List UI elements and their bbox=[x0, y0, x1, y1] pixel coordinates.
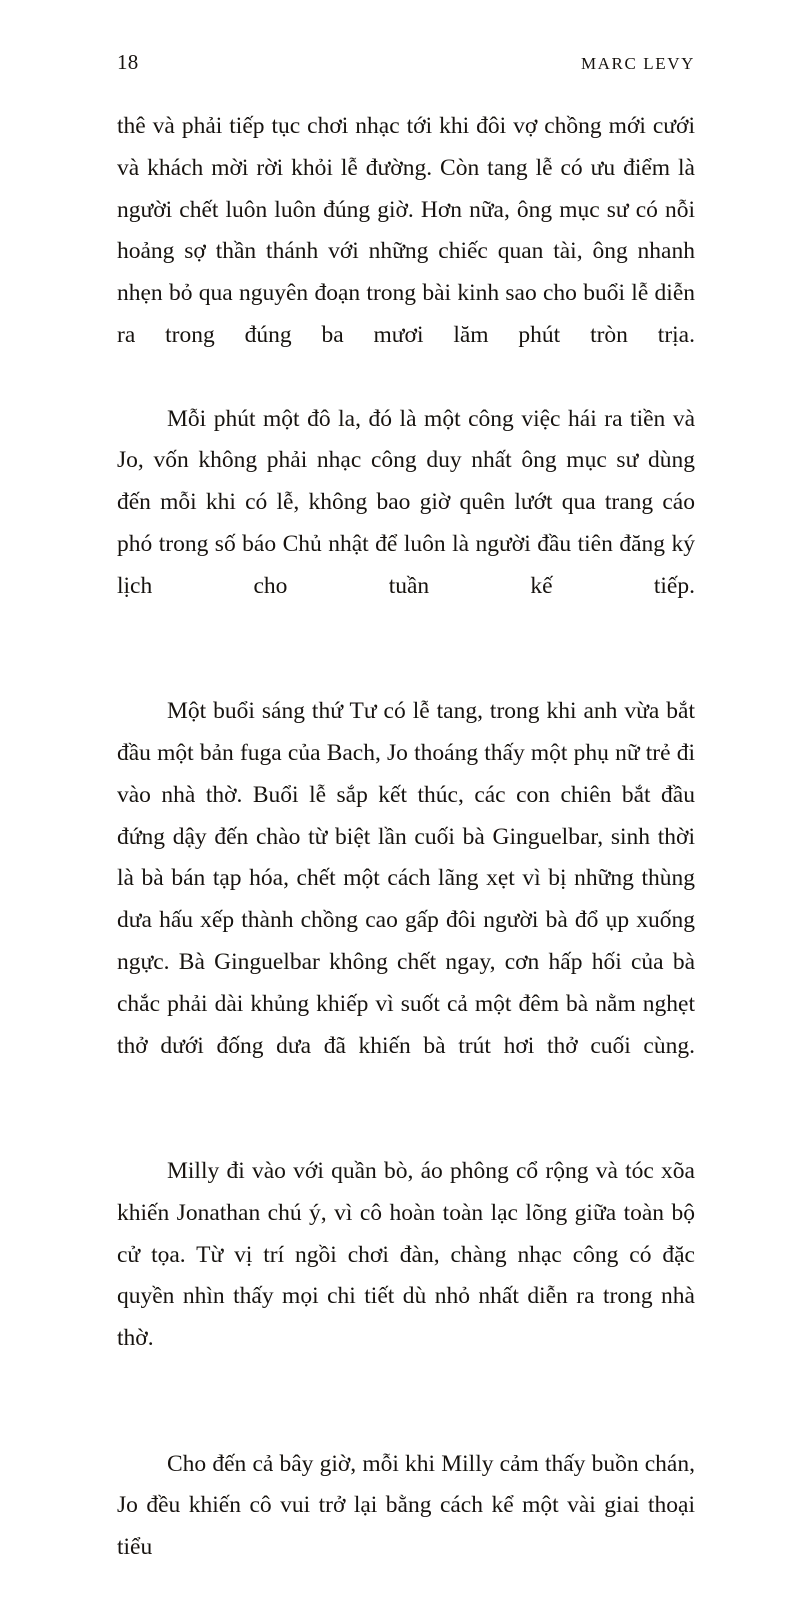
paragraph: Cho đến cả bây giờ, mỗi khi Milly cảm thấy buồn chán, Jo đều khiến cô vui trở lại bằng cách kể một vài giai thoại tiểu bbox=[117, 1450, 695, 1561]
body-text-block bbox=[117, 106, 695, 1611]
paragraph: thê và phải tiếp tục chơi nhạc tới khi đôi vợ chồng mới cưới và khách mời rời khỏi lễ đường. Còn tang lễ có ưu điểm là người chết luôn luôn đúng giờ. Hơn nữa, ông mục sư có nỗi hoảng sợ thần thánh với những chiếc quan tài, ông nhanh nhẹn bỏ qua nguyên đoạn trong bài kinh sao cho buổi lễ diễn ra trong đúng ba mươi lăm phút tròn trịa. bbox=[117, 113, 695, 348]
paragraph: Mỗi phút một đô la, đó là một công việc hái ra tiền và Jo, vốn không phải nhạc công duy nhất ông mục sư dùng đến mỗi khi có lễ, không bao giờ quên lướt qua trang cáo phó trong số báo Chủ nhật để luôn là người đầu tiên đăng ký lịch cho tuần kế tiếp. bbox=[117, 405, 695, 599]
page-number: 18 bbox=[117, 50, 139, 74]
running-head-author: MARC LEVY bbox=[580, 54, 695, 73]
paragraph: Milly đi vào với quần bò, áo phông cổ rộng và tóc xõa khiến Jonathan chú ý, vì cô hoàn toàn lạc lõng giữa toàn bộ cử tọa. Từ vị trí ngồi chơi đàn, chàng nhạc công có đặc quyền nhìn thấy mọi chi tiết dù nhỏ nhất diễn ra trong nhà thờ. bbox=[117, 1157, 695, 1352]
running-head bbox=[117, 52, 695, 84]
paragraph: Một buổi sáng thứ Tư có lễ tang, trong khi anh vừa bắt đầu một bản fuga của Bach, Jo thoáng thấy một phụ nữ trẻ đi vào nhà thờ. Buổi lễ sắp kết thúc, các con chiên bắt đầu đứng dậy đến chào từ biệt lần cuối bà Ginguelbar, sinh thời là bà bán tạp hóa, chết một cách lãng xẹt vì bị những thùng dưa hấu xếp thành chồng cao gấp đôi người bà đổ ụp xuống ngực. Bà Ginguelbar không chết ngay, cơn hấp hối của bà chắc phải dài khủng khiếp vì suốt cả một đêm bà nằm nghẹt thở dưới đống dưa đã khiến bà trút hơi thở cuối cùng. bbox=[117, 698, 695, 1059]
